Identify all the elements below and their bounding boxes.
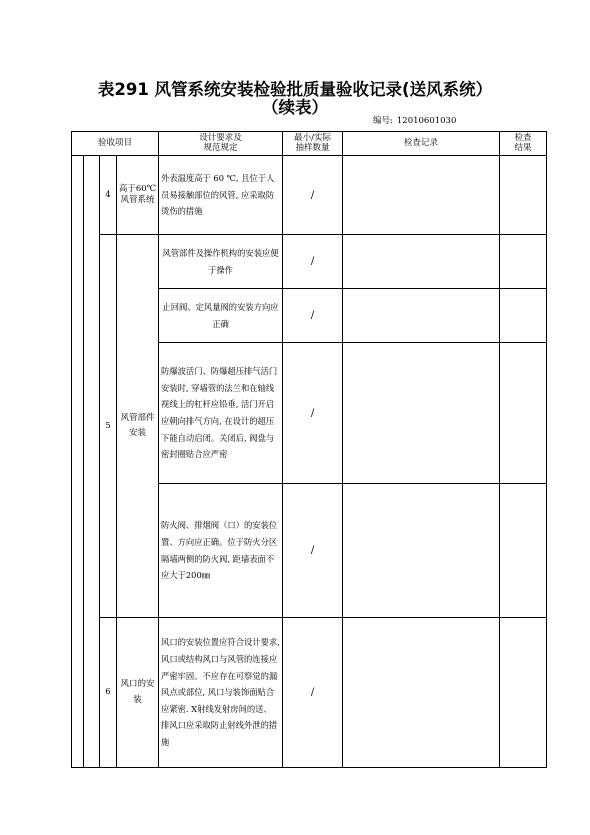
row-record — [343, 343, 500, 484]
row-requirement: 风管部件及操作机构的安装应便于操作 — [159, 235, 283, 289]
table-row — [72, 156, 547, 235]
row-sample: / — [283, 235, 343, 289]
table-row — [72, 235, 547, 289]
row-number: 5 — [100, 235, 117, 618]
row-record — [343, 484, 500, 618]
inspection-table — [71, 131, 547, 768]
row-sample: / — [283, 618, 343, 768]
doc-number-value: 12010601030 — [396, 116, 457, 126]
header-record: 检查记录 — [343, 132, 500, 156]
row-result — [500, 156, 547, 235]
doc-number-label: 编号: — [373, 116, 393, 126]
row-result — [500, 235, 547, 289]
header-result — [500, 132, 547, 156]
header-result-line1: 检查 — [514, 133, 532, 144]
row-record — [343, 156, 500, 235]
row-number: 4 — [100, 156, 117, 235]
row-result — [500, 343, 547, 484]
header-item: 验收项目 — [72, 132, 159, 156]
row-category: 风口的安装 — [117, 618, 159, 768]
row-record — [343, 618, 500, 768]
row-number: 6 — [100, 618, 117, 768]
page-title: 表291 风管系统安装检验批质量验收记录(送风系统） — [97, 80, 493, 99]
row-requirement: 防火阀、排烟阀（口）的安装位置、方向应正确。位于防火分区隔墙两侧的防火阀, 距墙表面不应大于200㎜ — [159, 484, 283, 618]
row-record — [343, 235, 500, 289]
row-requirement: 防爆波活门、防爆超压排气活门安装时, 穿墙管的法兰和在轴线视线上的杠杆应铅垂, 活门开启应朝向排气方向, 在设计的超压下能自动启闭。关闭后, 阀盘与密封圈贴合应严密 — [159, 343, 283, 484]
row-sample: / — [283, 289, 343, 343]
row-category: 风管部件安装 — [117, 235, 159, 618]
header-design — [159, 132, 283, 156]
row-category: 高于60℃风管系统 — [117, 156, 159, 235]
group-blank-cell — [72, 156, 84, 768]
row-requirement: 风口的安装位置应符合设计要求, 风口或结构风口与风管的连接应严密牢固。不应存在可察觉的漏风点或部位, 风口与装饰面贴合应紧密. X射线发射房间的送、排风口应采取防止射线外泄的措施 — [159, 618, 283, 768]
header-result-line2: 结果 — [514, 142, 532, 153]
row-sample: / — [283, 484, 343, 618]
header-design-line2: 规范规定 — [203, 142, 238, 153]
group-blank-cell-2 — [84, 156, 100, 768]
row-result — [500, 618, 547, 768]
header-sample-line2: 抽样数量 — [295, 142, 330, 153]
table-header-row — [72, 132, 547, 156]
header-sample — [283, 132, 343, 156]
row-requirement: 止回阀、定风量阀的安装方向应正确 — [159, 289, 283, 343]
table-row — [72, 618, 547, 768]
header-sample-line1: 最小/实际 — [294, 133, 331, 144]
row-record — [343, 289, 500, 343]
row-result — [500, 484, 547, 618]
row-sample: / — [283, 156, 343, 235]
row-sample: / — [283, 343, 343, 484]
header-design-line1: 设计要求及 — [199, 133, 242, 144]
row-result — [500, 289, 547, 343]
doc-number — [373, 114, 460, 126]
page-subtitle: （续表） — [262, 98, 328, 117]
row-requirement: 外表温度高于 60 ℃, 且位于人员易接触部位的风管, 应采取防烫伤的措施 — [159, 156, 283, 235]
